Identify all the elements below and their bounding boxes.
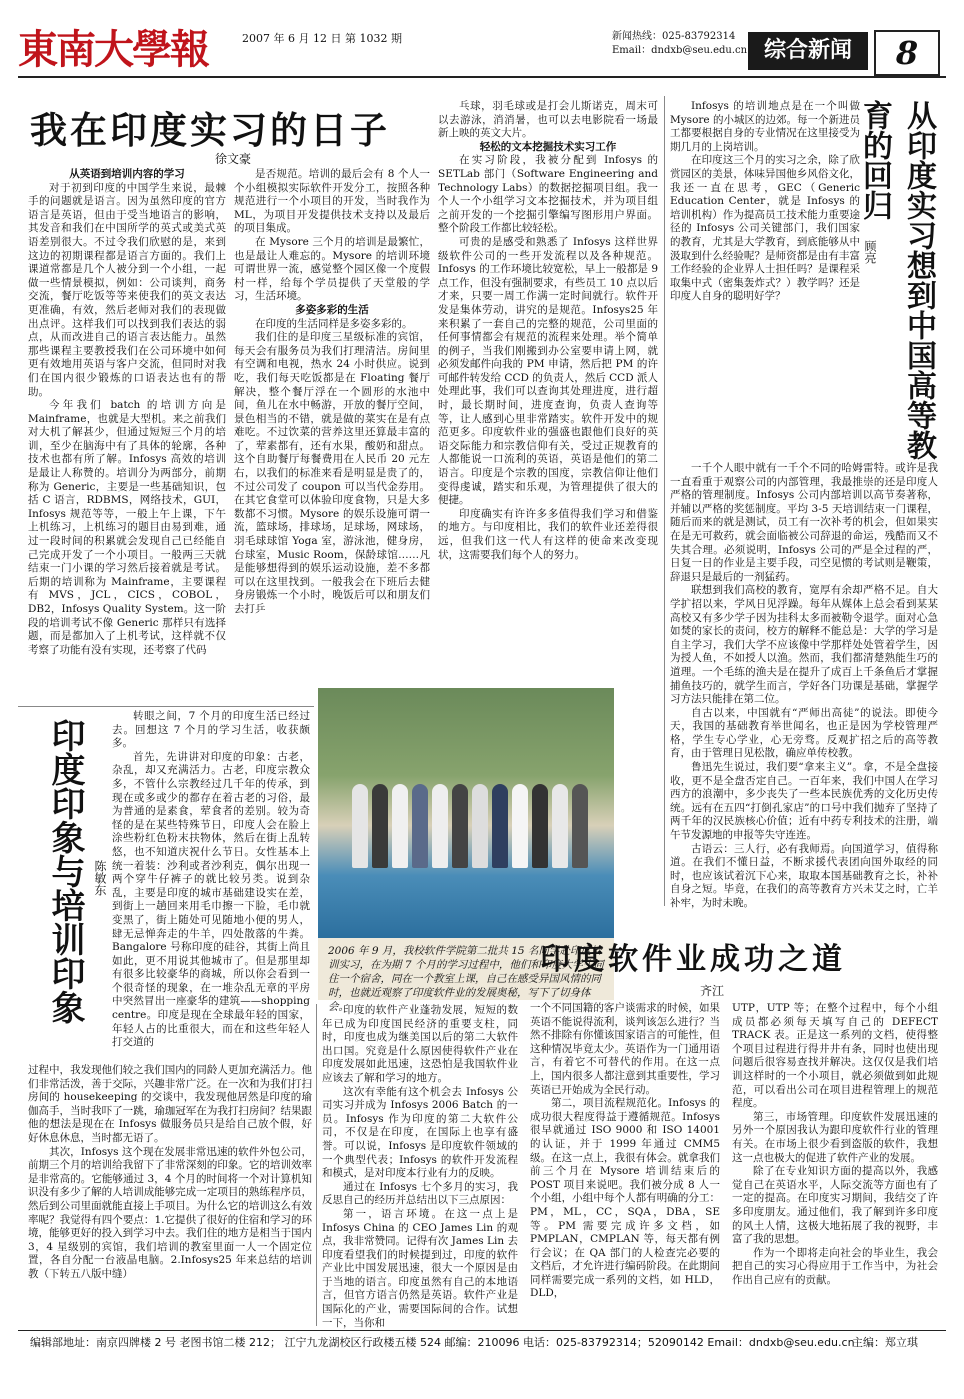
- article2-col-bottom: [670, 462, 938, 909]
- paragraph: 这次有幸能有这个机会去 Infosys 公司实习并成为 Infosys 2006 Batch 的一员。Infosys 作为印度的第二大软件公司，不仅是在印度，在国际上也享有盛誉。可以说，Infosys 是印度软件领域的一个典型代表；Infosys 的软件开发流程和模式，是对印度本行业有力的反映。: [322, 1085, 518, 1180]
- footer-rule: [18, 1330, 946, 1331]
- person: [432, 784, 448, 868]
- paragraph: 在实习阶段，我被分配到 Infosys 的 SETLab 部门（Software Engineering and Technology Labs）的数据挖掘项目组。我一个人一个小组学习文本挖掘技术，并为项目组之前开发的一个挖掘引擎编写图形用户界面。整个阶段工作都比较轻松。: [438, 154, 658, 235]
- paragraph: 对于初到印度的中国学生来说，最棘手的问题就是语言。因为虽然印度的官方语言是英语，但由于受当地语言的影响，其发音和我们在中国所学的英式或美式英语差别很大。不过令我们欣慰的是，来到这边的初期课程都是语言方面的。我们上课道常都是几个人被分到一个小组，一起做一些情景模拟，例如：公司谈判，商务交流，餐厅吃饭等等来使我们的英文表达更准确，有效，然后老师对我们的表现做出点评。这样我们可以找到我们表达的弱点，从而改进自己的语言表达能力。虽然那些课程主要教授我们在公司环境中如何更有效地用英语与客户交流，但同时对我们在国内很少锻炼的口语表达也有的帮助。: [28, 181, 226, 398]
- photo-caption: 2006 年 9 月，我校软件学院第二批共 15 名同学赴印度培训实习，在为期 7 个月的学习过程中，他们和印度大学生同住一个宿舍，同在一个教室上课，自己在感受异国风情的同时，也就近观察了印度软件业的发展奥秘，写下了切身体会。: [318, 938, 614, 1000]
- paragraph: 今年我们 batch 的培训方向是 Mainframe，也就是大型机。来之前我们对大机了解甚少，但通过短短三个月的培训，至少在脑海中有了具体的轮廓，各种技术也都有所了解。Infosys 高效的培训是最让人称赞的。培训分为两部分，前期称为 Generic，主要是一些基础知识，包括 C 语言，RDBMS，网络技术，GUI，Infosys 规范等等，一般上午上课，下午上机练习，上机练习的题目由易到难，通过一段时间的积累就会发现自己已经能自己完成开发了一个小项目。一般两三天就结束一门小课的学习然后接着就是考试。后期的培训称为 Mainframe，主要课程有 MVS，JCL，CICS，COBOL，DB2，Infosys Quality System。这一阶段的培训考试不像 Generic 那样只有选择题，而是都加入了上机考试，这样就不仅考察了功能有没有实现，还考察了代码: [28, 399, 226, 656]
- issue-date: 2007 年 6 月 12 日 第 1032 期: [242, 32, 402, 45]
- person: [492, 784, 508, 868]
- group-photo: [318, 688, 614, 938]
- page-number: 8: [874, 30, 940, 76]
- paragraph: UTP，UTP 等；在整个过程中，每个小组成员都必须每天填写自己的 DEFECT TRACK 表。正是这一系列的文档，使得整个项目过程进行得井井有条，同时也使出现问题后很容易查找并解决。这仅仅是我们培训这样时的一个小项目，就必须做到如此规范，可以看出公司在项目进程管理上的规范程度。: [732, 1002, 938, 1110]
- article4-title: 印度软件业成功之道: [540, 942, 846, 977]
- article1-col1: [28, 168, 226, 704]
- paragraph: 转眼之间，7 个月的印度生活已经过去。回想这 7 个月的学习生活，收获颇多。: [112, 710, 310, 750]
- paragraph: 印度确实有许许多多值得我们学习和借鉴的地方。与印度相比，我们的软件业还差得很远，但我们这一代人有这样的使命来改变现状，这需要我们每个人的努力。: [438, 507, 658, 561]
- subheading: 多姿多彩的生活: [295, 303, 369, 316]
- person: [552, 784, 568, 868]
- paragraph: 作为一个即将走向社会的毕业生，我会把自己的实习心得应用于工作当中，为社会作出自己应有的贡献。: [732, 1246, 938, 1286]
- paragraph: 乓球，羽毛球或是打会儿斯诺克，周末可以去游泳，消消暑，也可以去电影院看一场最新上映的英文大片。: [438, 100, 658, 140]
- column-divider: [316, 1004, 317, 1326]
- paragraph: 是否规范。培训的最后会有 8 个人一个小组模拟实际软件开发分工，按照各种规范进行一个小项目的开发，当时我作为 ML，为项目开发提供技术支持以及最后的项目集成。: [234, 168, 430, 235]
- email: Email：dndxb@seu.edu.cn: [612, 45, 748, 56]
- person: [472, 784, 488, 868]
- article4-col-a: [322, 1004, 518, 1329]
- paragraph: 一千个人眼中就有一千个不同的哈姆雷特。或许是我一直看重于观察公司的内部管理，我最推崇的还是印度人严格的管理制度。Infosys 公司内部培训以高节奏著称，并辅以严格的奖惩制度。平均 3-5 天培训结束一门课程，随后而来的就是测试，员工有一次补考的机会，但如果实在是无可救药，就会面临被公司辞退的命运，残酷而又不失其合理。必须说明，Infosys 公司的严是全过程的严，日复一日的作业是主要手段，司空见惯的考试则是鞭策，辞退只是最后的一剂猛药。: [670, 462, 938, 583]
- person: [452, 784, 468, 868]
- footer-editor: 主编：郑立琪: [852, 1336, 918, 1349]
- paragraph: 第二，项目流程规范化。Infosys 的成功很大程度得益于遵循规范。Infosys 很早就通过 ISO 9000 和 ISO 14001 的认证，并于 1999 年通过 CMM5 级。在这一点上，我很有体会。就拿我们前三个月在 Mysore 培训结束后的 POST 项目来说吧。我们被分成 8 人一个小组，小组中每个人都有明确的分工：PM，ML，CC，SQA，DBA，SE 等。PM 需要完成许多文档，如 PMPLAN，CMPLAN 等，每天都有例行会议；在 QA 部门的人检查完必要的文档后，才允许进行编码阶段。在此期间同样需要完成一系列的文档，如 HLD，DLD，: [530, 1097, 720, 1300]
- paragraph: Infosys 的培训地点是在一个叫做 Mysore 的小城区的边郊。每一个新进员工都要根据自身的专业情况在这里接受为期几月的上岗培训。: [670, 100, 860, 153]
- paragraph: 通过在 Infosys 七个多月的实习，我反思自己的经历并总结出以下三点原因：: [322, 1180, 518, 1207]
- paragraph: 鲁迅先生说过，我们要“拿来主义”。拿，不是全盘接收，更不是全盘否定自己。一百年来，我们中国人在学习西方的浪潮中，多少丧失了一些本民族优秀的文化历史传统。远有在五四“打倒孔家店”的口号中我们抛弃了坚持了两千年的汉民族核心价值；近有中药专利技术的注册，端午节发源地的申报等失守连连。: [670, 761, 938, 842]
- paragraph: 在印度这三个月的实习之余，除了欣赏园区的美景，体味异国他乡风俗文化，我还一直在思考，GEC（Generic Education Center，就是 Infosys 的培训机构）作为提高员工技术能力重要途径的 Infosys 公司关键部门，我们国家的教育，尤其是大学教育，到底能够从中汲取到什么经验呢？是师资都是由有丰富工作经验的企业界人士担任吗？是课程采取集中式（密集轰炸式？）教学吗？还是印度人自身的聪明好学？: [670, 154, 860, 303]
- section-label: 综合新闻: [748, 32, 868, 70]
- person: [372, 784, 388, 868]
- paragraph: 我们住的是印度三星级标准的宾馆，每天会有服务员为我们打理清洁。房间里有空调和电视，热水 24 小时供应。说到吃，我们每天吃饭都是在 Floating 餐厅解决，整个餐厅浮在一个圆形的水池中间，鱼儿在水中畅游，开放的餐厅空间，景色相当的不错，就是做的菜实在是有点难吃。不过饮菜的营养这里还算最丰富的了，荤素都有，还有水果，酸奶和甜点。这个自助餐厅每餐费用在人民币 20 元左右，以我们的标准来看是明显是贵了的，不过公司发了 coupon 可以当代金券用。在其它食堂可以体验印度食物，只是大多数都不习惯。Mysore 的娱乐设施可谓一流，篮球场，排球场，足球场，网球场，羽毛球球馆 Yoga 室，游泳池，健身房，台球室，Music Room，保龄球馆……凡是能够想得到的娱乐运动设施，差不多都可以在这里找到。一般我会在下班后去健身房锻炼一个小时，晚饭后可以和朋友们去打乒: [234, 331, 430, 615]
- article4-col-b: [530, 1002, 720, 1326]
- paragraph: 其次，Infosys 这个现在发展非常迅速的软件外包公司，前期三个月的培训给我留下了非常深刻的印象。它的培训效率是非常高的。它能够通过 3，4 个月的时间将一个对计算机知识没有多少了解的人培训成能够完成一定项目的熟练程序员，然后到公司里面就能直接上手项目。为什么它的培训这么有效率呢？我觉得有四个要点：1.它提供了很好的住宿和学习的环境，能够更好的投入到学习中去。我们住的地方是相当于国内 3，4 星级别的宾馆，我们培训的教室里面一人一个固定位置，各自分配一台液晶电脑。2.Infosys25 年来总结的培训教（下转五八版中缝）: [28, 1145, 312, 1280]
- newspaper-logo: 東南大學報: [18, 26, 208, 73]
- article1-col2a: [234, 168, 430, 615]
- article4-col-c: [732, 1002, 938, 1326]
- article3-col-bottom: [28, 1064, 312, 1326]
- header-rule: [18, 76, 946, 78]
- person: [392, 784, 408, 868]
- hotline: 新闻热线：025-83792314: [612, 31, 736, 42]
- paragraph: 印度的软件产业蓬勃发展，短短的数年已成为印度国民经济的重要支柱，同时，印度也成为继美国以后的第二大软件出口国。究竟是什么原因使得软件产业在印度发展如此迅速，这恐怕是我国软件业应该去了解和学习的地方。: [322, 1004, 518, 1084]
- paragraph: 在 Mysore 三个月的培训是最繁忙，也是最让人难忘的。Mysore 的培训环境可谓世界一流，感觉整个园区像一个度假村一样，给每个学员提供了天堂般的学习，生活环境。: [234, 235, 430, 303]
- paragraph: 第三，市场管理。印度软件发展迅速的另外一个原因我认为跟印度软件行业的管理有关。在市场上很少看到盗版的软件，我想这一点也极大的促进了软件产业的发展。: [732, 1110, 938, 1164]
- article2-author: 顾亮: [863, 240, 877, 264]
- article2-title: 从印度实习想到中国高等教育的回归: [857, 100, 936, 460]
- person: [572, 784, 588, 868]
- footer-address: 编辑部地址：南京四牌楼 2 号 老图书馆二楼 212； 江宁九龙湖校区行政楼五楼 524 邮编：210096 电话：025-83792314；52090142 Email：dndxb@seu.edu.cn: [30, 1336, 855, 1349]
- article3-title: 印度印象与培训印象: [45, 718, 85, 1024]
- article3-author: 陈敏东: [93, 860, 107, 896]
- contact-info: [612, 30, 747, 58]
- column-divider: [664, 96, 665, 906]
- paragraph: 过程中，我发现他们较之我们国内的同龄人更加充满活力。他们非常活泼，善于交际，兴趣非常广泛。在一次和为我们打扫房间的 housekeeping 的交谈中，我发现他居然是印度的瑜伽高手，当时我吓了一跳，瑜珈冠军在为我打扫房间？结果跟他的想法是现在在 Infosys 做服务员只是给自己放个假，好好休息休息，当时都无语了。: [28, 1064, 312, 1144]
- article1-author: 徐文豪: [215, 152, 252, 166]
- article3-col-top: [112, 710, 310, 1062]
- article1-col3: [438, 100, 658, 680]
- person: [532, 784, 548, 868]
- subheading: 从英语到培训内容的学习: [69, 168, 185, 180]
- person: [512, 784, 528, 868]
- article4-author: 齐江: [700, 984, 725, 998]
- paragraph: 可贵的是感受和熟悉了 Infosys 这样世界级软件公司的一些开发流程以及各种规范。Infosys 的工作环境比较宽松，早上一般都是 9 点工作，但没有强制要求，有些员工 10 点以后才来，只要一周工作满一定时间就行。软件开发是集体劳动，讲究的是规范。Infosys25 年来积累了一套自己的完整的规范，公司里面的任何事情都会有规范的流程来处理。举个简单的例子，当我们刚搬到办公室要申请上网，就必须发邮件向我的 PM 申请，然后把 PM 的许可邮件转发给 CCD 的负责人，然后 CCD 派人处理此事，我们可以查询其处理进度，进行超时，最长期时间，进度查询，负责人查询等等，让人感到心里非常踏实。软件开发中的规范更多。印度软件业的强盛也跟他们良好的英语交际能力和宗教信仰有关，受过正规教育的人都能说一口流利的英语，英语是他们的第二语言。印度是个宗教的国度，宗教信仰让他们变得虔诚，踏实和乐观，为管理提供了很大的便捷。: [438, 235, 658, 507]
- section-divider: [18, 706, 314, 707]
- paragraph: 首先，先讲讲对印度的印象：古老，杂乱，却又充满活力。古老，印度宗教众多，不管什么宗教经过几千年的传承，到现在或多或少的都存在着古老的习俗，最为普通的是素食，荤食者的差别。较为奇怪的是在某些特殊节日，印度人会在脸上涂些粉红色粉末扶物体，然后在街上乱转悠，也不知道庆祝什么节日。女性基本上统一着装：沙利或者沙利克，偶尔出现一两个穿牛仔裤子的就比较另类。说到杂乱，主要是印度的城市基础建设实在差，到街上一趟回来用毛巾擦一下脸，毛巾就变黑了，街上随处可见随地小便的男人，肆无忌惮奔走的牛羊，四处散落的牛粪。Bangalore 号称印度的硅谷，其街上尚且如此，更不用说其他城市了。但是那里却有很多比较豪华的商城，所以你会看到一个很奇怪的现象，在一堆杂乱无章的平房中突然冒出一座豪华的建筑——shopping centre。印度是现在全球最年轻的国家，年轻人占的比重很大，而在和这些年轻人打交道的: [112, 750, 310, 1049]
- paragraph: 联想到我们高校的教育，宽厚有余却严格不足。自大学扩招以来，学风日见浮躁。每年从媒体上总会看到某某高校又有多少学子因为挂科太多而被勒令退学。面对心急如焚的家长的责问，校方的解释不能总是：大学的学习是自主学习，我们大学不应该像中学那样处处管着学生，因为授人鱼，不如授人以渔。然而，我们都清楚熟能生巧的道理。一个毛练的渔夫是在提升了成百上千条鱼后才掌握捕鱼技巧的，就学生而言，学好各门功课是基础，掌握学习方法只能排在第二位。: [670, 584, 938, 706]
- paragraph: 在印度的生活同样是多姿多彩的。: [255, 317, 413, 330]
- paragraph: 一个不同国籍的客户谈需求的时候，如果英语不能说得流利，谈判该怎么进行？当然不排除有你懂该国家语言的可能性，但这种情况毕竟太少。英语作为一门通用语言，有着它不可替代的作用。在这一点上，国内很多人都注意到其重要性，学习英语已开始成为全民行动。: [530, 1002, 720, 1096]
- subheading: 轻松的文本挖掘技术实习工作: [479, 140, 617, 153]
- person: [412, 784, 428, 868]
- article2-col-top: [670, 100, 860, 460]
- paragraph: 古语云：三人行，必有我师焉。向国道学习，值得称道。在我们不懂日益，不断求援代表团向国外取经的同时，也应该试着沉下心来，取取本国基础教育之长，补补自身之短。毕竟，在我们的高等教育方兴未艾之时，亡羊补牢，为时未晚。: [670, 842, 938, 909]
- article1-title: 我在印度实习的日子: [30, 109, 390, 152]
- paragraph: 自古以来，中国就有“严师出高徒”的说法。即使今天，我国的基础教育举世闻名，也正是因为学校管理严格，学生专心学业，心无旁骛。反观扩招之后的高等教育，由于管理日见松散，确应单传校教。: [670, 706, 938, 760]
- paragraph: 除了在专业知识方面的提高以外，我感觉自己在英语水平，人际交流等方面也有了一定的提高。在印度实习期间，我结交了许多印度朋友。通过他们，我了解到许多印度的风土人情，这极大地拓展了我的视野，丰富了我的思想。: [732, 1165, 938, 1246]
- person: [352, 784, 368, 868]
- paragraph: 第一，语言环境。在这一点上是 Infosys China 的 CEO James Lin 的观点，我非常赞同。记得有次 James Lin 去印度看望我们的时候提到过，印度的软件产业比中国发展迅速，很大一个原因是由于当地的语言。印度虽然有自己的本地语言，但官方语言仍然是英语。软件产业是国际化的产业，需要国际间的合作。试想一下，当你和: [322, 1207, 518, 1329]
